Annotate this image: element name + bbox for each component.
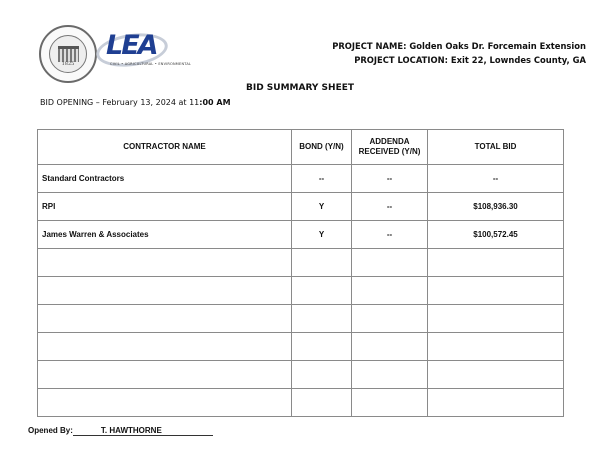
table-row-empty (38, 277, 564, 305)
addenda-value (352, 333, 428, 361)
page-title: BID SUMMARY SHEET (245, 83, 355, 93)
courthouse-icon (58, 46, 79, 62)
total-bid-value (428, 361, 564, 389)
total-bid-value (428, 249, 564, 277)
bond-value (292, 249, 352, 277)
addenda-value: -- (352, 165, 428, 193)
header-bond: BOND (Y/N) (292, 130, 352, 165)
addenda-value (352, 305, 428, 333)
total-bid-value: $108,936.30 (428, 193, 564, 221)
lea-logo-icon: LEA (106, 30, 157, 61)
seal-year: 1825 (61, 61, 75, 67)
addenda-value: -- (352, 221, 428, 249)
header-contractor-name: CONTRACTOR NAME (38, 130, 292, 165)
contractor-name (38, 249, 292, 277)
table-row-empty (38, 389, 564, 417)
table-row-empty (38, 249, 564, 277)
total-bid-value (428, 305, 564, 333)
bond-value (292, 305, 352, 333)
total-bid-value: $100,572.45 (428, 221, 564, 249)
header-total-bid: TOTAL BID (428, 130, 564, 165)
table-row-empty (38, 361, 564, 389)
bond-value (292, 333, 352, 361)
addenda-value (352, 249, 428, 277)
table-row (38, 165, 564, 193)
contractor-name: RPI (38, 193, 292, 221)
bid-summary-table (37, 129, 564, 417)
table-header-row (38, 130, 564, 165)
table-row-empty (38, 333, 564, 361)
table-row (38, 221, 564, 249)
contractor-name (38, 305, 292, 333)
table-row-empty (38, 305, 564, 333)
seal-inner-ring (49, 35, 87, 73)
contractor-name (38, 277, 292, 305)
bond-value (292, 361, 352, 389)
addenda-value: -- (352, 193, 428, 221)
addenda-value (352, 389, 428, 417)
bond-value: Y (292, 193, 352, 221)
bid-opening (40, 98, 231, 107)
addenda-value (352, 277, 428, 305)
project-name: PROJECT NAME: Golden Oaks Dr. Forcemain Extension (332, 41, 586, 51)
bond-value (292, 389, 352, 417)
bond-value (292, 277, 352, 305)
total-bid-value (428, 333, 564, 361)
project-location: PROJECT LOCATION: Exit 22, Lowndes County, GA (354, 55, 586, 65)
total-bid-value: -- (428, 165, 564, 193)
bond-value: Y (292, 221, 352, 249)
bid-opening-label: BID OPENING – February 13, 2024 at 11 (40, 98, 200, 107)
contractor-name (38, 333, 292, 361)
contractor-name (38, 361, 292, 389)
addenda-value (352, 361, 428, 389)
contractor-name: James Warren & Associates (38, 221, 292, 249)
total-bid-value (428, 389, 564, 417)
opened-by (28, 426, 213, 436)
bid-opening-time: :00 AM (199, 98, 231, 107)
contractor-name (38, 389, 292, 417)
county-seal-icon (39, 25, 97, 83)
bond-value: -- (292, 165, 352, 193)
opened-by-label: Opened By: (28, 426, 73, 435)
table-row (38, 193, 564, 221)
total-bid-value (428, 277, 564, 305)
opened-by-value: T. HAWTHORNE (73, 426, 213, 436)
contractor-name: Standard Contractors (38, 165, 292, 193)
header-addenda-received: ADDENDA RECEIVED (Y/N) (352, 130, 428, 165)
lea-logo-tagline: CIVIL • AGRICULTURAL • ENVIRONMENTAL (110, 62, 192, 66)
